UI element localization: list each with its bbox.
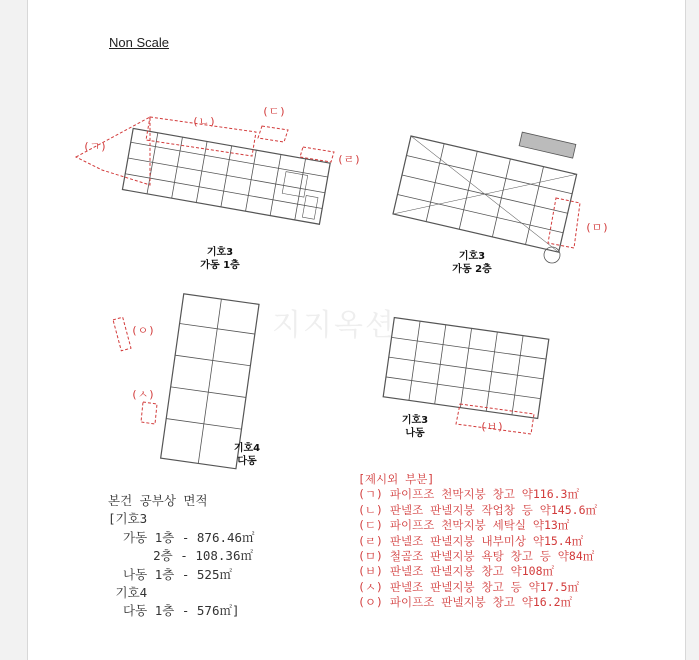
marker-mieum: (ㅁ) <box>585 221 609 234</box>
caption-na-line1: 기호3 <box>401 415 429 426</box>
caption-da <box>222 442 272 468</box>
marker-ieung: (ㅇ) <box>131 324 155 337</box>
registry-area-block <box>108 492 255 621</box>
registry-area-line: 나동 1층 - 525㎡ <box>108 566 232 582</box>
marker-giyeok: (ㄱ) <box>83 140 107 153</box>
excluded-part-line: (ㄹ) 판넬조 판넬지붕 내부미상 약15.4㎡ <box>358 533 584 548</box>
registry-area-line: 2층 - 108.36㎡ <box>108 548 253 564</box>
caption-da-line2: 다동 <box>237 456 257 467</box>
excluded-part-line: (ㄷ) 파이프조 천막지붕 세탁실 약13㎡ <box>358 518 570 533</box>
scale-note: Non Scale <box>109 35 169 50</box>
excluded-parts-block <box>358 472 597 611</box>
excluded-part-line: (ㅇ) 파이프조 판넬지붕 창고 약16.2㎡ <box>358 595 573 610</box>
marker-nieun: (ㄴ) <box>192 115 216 128</box>
plan-ga-1f <box>76 117 334 224</box>
caption-ga-1f <box>190 246 250 272</box>
marker-siot: (ㅅ) <box>131 388 155 401</box>
caption-na <box>390 414 440 440</box>
marker-rieul: (ㄹ) <box>337 153 361 166</box>
excluded-part-line: (ㅂ) 판넬조 판넬지붕 창고 약108㎡ <box>358 564 555 579</box>
caption-ga-1f-line1: 기호3 <box>206 247 234 258</box>
caption-ga-2f-line2: 가동 2층 <box>452 264 492 275</box>
caption-na-line2: 나동 <box>405 428 425 439</box>
registry-area-line: 가동 1층 - 876.46㎡ <box>108 529 255 545</box>
excluded-part-line: (ㅅ) 판넬조 판넬지붕 창고 등 약17.5㎡ <box>358 579 579 594</box>
registry-area-line: 다동 1층 - 576㎡] <box>108 603 240 619</box>
caption-ga-1f-line2: 가동 1층 <box>200 260 240 271</box>
marker-bieup: (ㅂ) <box>480 420 504 433</box>
registry-area-line: [기호3 <box>108 511 148 527</box>
marker-digeut: (ㄷ) <box>262 105 286 118</box>
watermark: 지지옥션 <box>272 308 396 343</box>
caption-ga-2f-line1: 기호3 <box>458 251 486 262</box>
registry-area-title: 본건 공부상 면적 <box>108 493 208 508</box>
excluded-part-line: (ㅁ) 철골조 판넬지붕 욕탕 창고 등 약84㎡ <box>358 549 595 564</box>
excluded-part-line: (ㄱ) 파이프조 천막지붕 창고 약116.3㎡ <box>358 487 579 502</box>
caption-da-line1: 기호4 <box>233 443 261 454</box>
excluded-part-line: (ㄴ) 판넬조 판넬지붕 작업창 등 약145.6㎡ <box>358 502 597 517</box>
plan-ga-2f <box>393 132 580 263</box>
registry-area-line: 기호4 <box>108 585 148 601</box>
excluded-parts-title: [제시외 부분] <box>358 472 435 486</box>
caption-ga-2f <box>442 250 502 276</box>
